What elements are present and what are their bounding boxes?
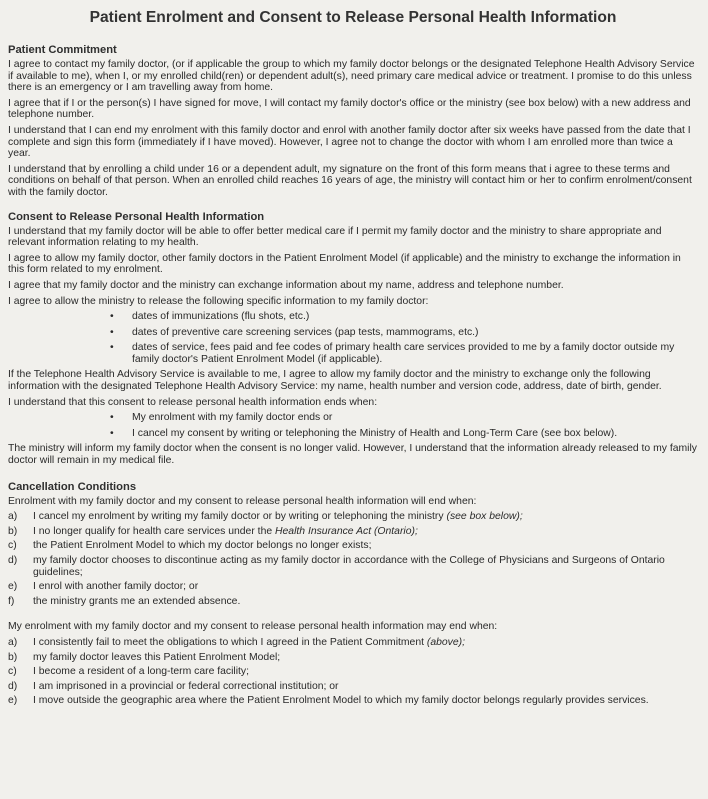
- list-letter: a): [8, 511, 18, 523]
- paragraph: If the Telephone Health Advisory Service is available to me, I agree to allow my family doctor and the ministry to exchange only the following information with the designated Telephone Health Advisory Service: my name, health number and version code, address, date of birth, gender.: [8, 369, 662, 393]
- list-item: [8, 596, 698, 608]
- section-heading: Consent to Release Personal Health Information: [8, 210, 265, 223]
- list-item: [8, 637, 698, 649]
- list-letter: d): [8, 680, 18, 692]
- list-item: • I cancel my consent by writing or telephoning the Ministry of Health and Long-Term Care (see box below).: [8, 428, 698, 440]
- list-item: • dates of service, fees paid and fee codes of primary health care services provided to me by a family doctor outside my family doctor's Patient Enrolment Model (if applicable).: [8, 342, 698, 365]
- will-end-list: [8, 511, 698, 607]
- paragraph: I agree to allow my family doctor, other family doctors in the Patient Enrolment Model (if applicable) and the ministry to exchange the information in this form related to my enrolment.: [8, 252, 681, 276]
- list-letter: b): [8, 651, 18, 663]
- list-letter: c): [8, 666, 17, 678]
- list-emphasis: (above);: [426, 636, 466, 648]
- paragraph: I understand that by enrolling a child under 16 or a dependent adult, my signature on the front of this form means that i agree to these terms and conditions on behalf of that person. When an enrolled child reaches 16 years of age, the ministry will contact him or her to confirm enrolment/consent with the family doctor.: [8, 163, 692, 198]
- list-item: [8, 511, 698, 523]
- list-letter: d): [8, 555, 18, 566]
- section-heading: Cancellation Conditions: [8, 480, 137, 493]
- form-title: Patient Enrolment and Consent to Release Personal Health Information: [89, 9, 617, 26]
- paragraph: I understand that I can end my enrolment with this family doctor and enrol with another family doctor after six weeks have passed from the date that I complete and sign this form (immediately if I have moved). However, I agree not to change the doctor with whom I am enrolled more than twice a year.: [8, 124, 691, 160]
- list-item: • dates of preventive care screening services (pap tests, mammograms, etc.): [8, 327, 698, 339]
- paragraph: I agree to contact my family doctor, (or if applicable the group to which my family doctor belongs or the designated Telephone Health Advisory Service if available to me), when I, or my enrolled child(ren) or dependent adult(s), need primary care medical advice or treatment. I promise to do this unless there is an emergency or I am travelling away from home.: [8, 59, 695, 94]
- consent-ends-list: [8, 412, 698, 439]
- list-item: [8, 681, 698, 693]
- may-end-list: [8, 637, 698, 707]
- consent-section: [8, 211, 698, 467]
- paragraph: I agree to allow the ministry to release the following specific information to my family doctor:: [8, 295, 429, 307]
- patient-commitment-section: [8, 44, 698, 199]
- list-text: I enrol with another family doctor; or: [33, 581, 199, 593]
- list-item: • dates of immunizations (flu shots, etc.): [8, 311, 698, 323]
- list-text: I am imprisoned in a provincial or federal correctional institution; or: [33, 680, 339, 692]
- list-text: I no longer qualify for health care services under the: [33, 525, 276, 537]
- cancellation-section: [8, 481, 698, 707]
- list-letter: e): [8, 695, 18, 707]
- list-item: [8, 555, 698, 578]
- list-item: [8, 666, 698, 678]
- list-letter: b): [8, 525, 18, 537]
- list-text: I move outside the geographic area where the Patient Enrolment Model to which my family doctor belongs regularly provides services.: [33, 695, 649, 707]
- list-emphasis: Health Insurance Act (Ontario);: [275, 525, 418, 537]
- list-item: • My enrolment with my family doctor ends or: [8, 412, 698, 424]
- list-letter: c): [8, 540, 17, 552]
- release-info-list: [8, 311, 698, 365]
- paragraph: I understand that this consent to release personal health information ends when:: [8, 396, 378, 408]
- paragraph: Enrolment with my family doctor and my consent to release personal health information will end when:: [8, 495, 477, 507]
- list-item: [8, 695, 698, 707]
- list-item: [8, 526, 698, 538]
- section-heading: Patient Commitment: [8, 44, 117, 56]
- list-text: I become a resident of a long-term care facility;: [33, 666, 249, 678]
- list-letter: a): [8, 636, 18, 648]
- paragraph: I understand that my family doctor will be able to offer better medical care if I permit my family doctor and the ministry to share appropriate and relevant information relating to my health.: [8, 225, 662, 249]
- list-item: [8, 581, 698, 593]
- list-text: the ministry grants me an extended absence.: [33, 595, 241, 607]
- paragraph: My enrolment with my family doctor and my consent to release personal health information may end when:: [8, 621, 498, 633]
- paragraph: I agree that if I or the person(s) I have signed for move, I will contact my family doctor's office or the ministry (see box below) with a new address and telephone number.: [8, 97, 691, 121]
- paragraph: The ministry will inform my family doctor when the consent is no longer valid. However, I understand that the information already released to my family doctor will remain in my medical file.: [8, 443, 697, 467]
- paragraph: I agree that my family doctor and the ministry can exchange information about my name, address and telephone number.: [8, 279, 564, 291]
- list-emphasis: (see box below);: [446, 511, 523, 523]
- list-text: my family doctor leaves this Patient Enrolment Model;: [33, 651, 281, 663]
- list-letter: f): [8, 595, 15, 607]
- list-text: the Patient Enrolment Model to which my doctor belongs no longer exists;: [33, 540, 372, 552]
- list-text: my family doctor chooses to discontinue acting as my family doctor in accordance with the College of Physicians and Surgeons of Ontario guidelines;: [33, 555, 665, 578]
- list-text: I cancel my enrolment by writing my family doctor or by writing or telephoning the ministry: [33, 511, 447, 523]
- list-item: [8, 540, 698, 552]
- list-item: [8, 652, 698, 664]
- list-text: I consistently fail to meet the obligations to which I agreed in the Patient Commitment: [33, 636, 427, 648]
- list-letter: e): [8, 581, 18, 593]
